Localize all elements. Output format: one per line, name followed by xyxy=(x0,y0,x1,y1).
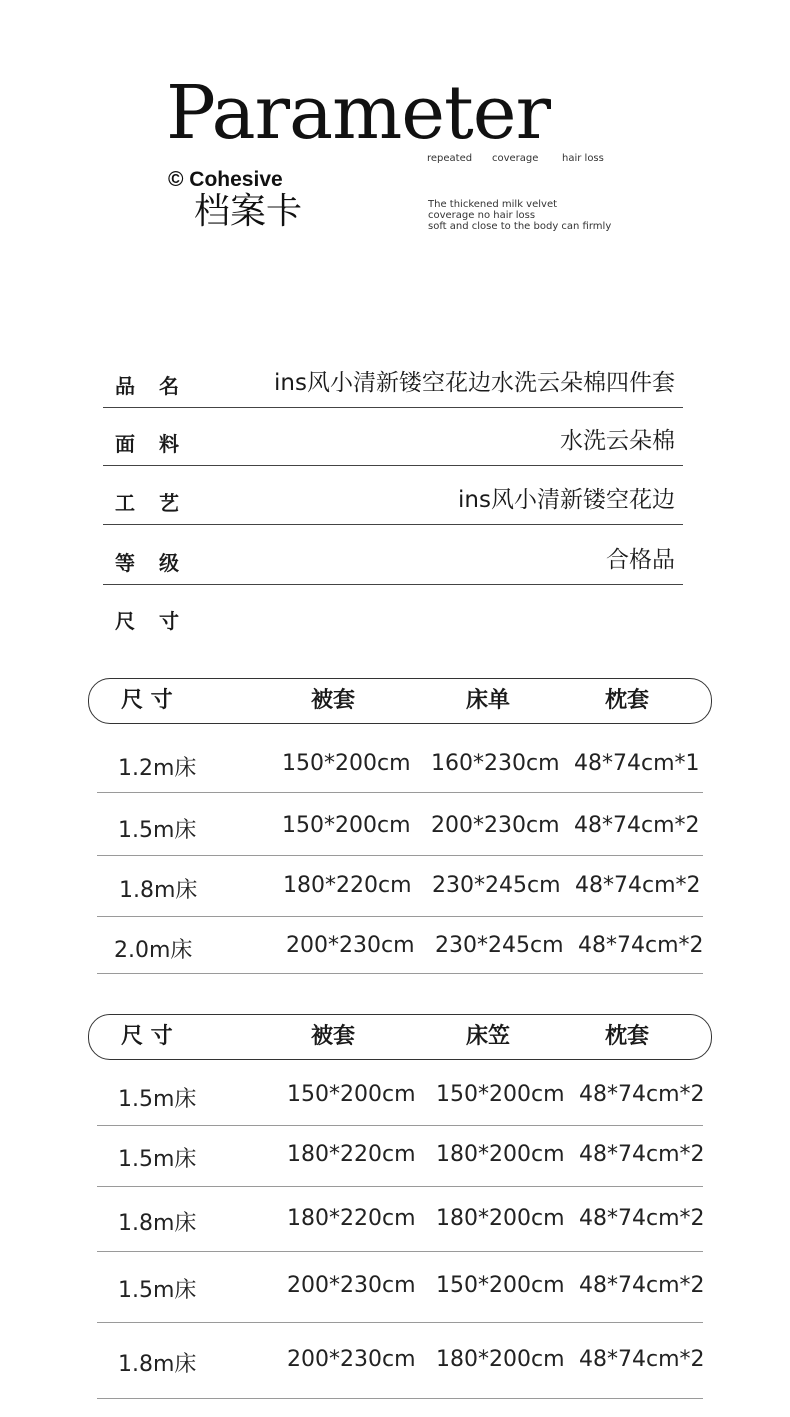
duvet-cell: 200*230cm xyxy=(287,1273,416,1298)
table1-header xyxy=(88,678,712,724)
duvet-cell: 180*220cm xyxy=(287,1206,416,1231)
header-size: 尺 寸 xyxy=(121,688,173,713)
pillow-cell: 48*74cm*2 xyxy=(579,1142,705,1167)
size-cell: 1.2m床 xyxy=(118,756,197,781)
description-block xyxy=(428,199,611,232)
sheet-cell: 160*230cm xyxy=(431,751,560,776)
tag-coverage: coverage xyxy=(492,153,539,164)
pillow-cell: 48*74cm*2 xyxy=(578,933,704,958)
param-label: 尺寸 xyxy=(115,609,203,633)
table2-header xyxy=(88,1014,712,1060)
tag-repeated: repeated xyxy=(427,153,473,164)
param-row-craft xyxy=(103,474,683,525)
fitted-cell: 150*200cm xyxy=(436,1082,565,1107)
duvet-cell: 150*200cm xyxy=(287,1082,416,1107)
brand-name: © Cohesive xyxy=(168,168,283,191)
param-row-grade xyxy=(103,534,683,585)
param-label: 面料 xyxy=(115,432,203,456)
header-duvet-cover: 被套 xyxy=(311,1024,356,1049)
table-row xyxy=(97,1187,703,1252)
archive-label: 档案卡 xyxy=(194,191,303,232)
pillow-cell: 48*74cm*2 xyxy=(575,873,701,898)
param-label: 工艺 xyxy=(115,491,203,515)
param-label: 品名 xyxy=(115,374,203,398)
param-row-fabric xyxy=(103,415,683,466)
param-value: ins风小清新镂空花边 xyxy=(458,487,675,513)
pillow-cell: 48*74cm*2 xyxy=(574,813,700,838)
table-row xyxy=(97,856,703,917)
param-label: 等级 xyxy=(115,551,203,575)
sheet-cell: 200*230cm xyxy=(431,813,560,838)
duvet-cell: 200*230cm xyxy=(286,933,415,958)
fitted-cell: 180*200cm xyxy=(436,1347,565,1372)
sheet-cell: 230*245cm xyxy=(435,933,564,958)
pillow-cell: 48*74cm*2 xyxy=(579,1206,705,1231)
param-value: ins风小清新镂空花边水洗云朵棉四件套 xyxy=(274,370,675,396)
description-line: The thickened milk velvet xyxy=(428,199,558,210)
duvet-cell: 180*220cm xyxy=(283,873,412,898)
fitted-cell: 150*200cm xyxy=(436,1273,565,1298)
duvet-cell: 180*220cm xyxy=(287,1142,416,1167)
table-row xyxy=(97,1126,703,1187)
size-cell: 1.8m床 xyxy=(118,1352,197,1377)
table-row xyxy=(97,793,703,856)
duvet-cell: 200*230cm xyxy=(287,1347,416,1372)
header-flat-sheet: 床单 xyxy=(466,688,511,713)
size-cell: 1.5m床 xyxy=(118,1087,197,1112)
pillow-cell: 48*74cm*2 xyxy=(579,1082,705,1107)
param-row-name xyxy=(103,357,683,408)
param-value: 水洗云朵棉 xyxy=(560,428,675,454)
pillow-cell: 48*74cm*2 xyxy=(579,1273,705,1298)
header-pillowcase: 枕套 xyxy=(605,688,650,713)
size-cell: 1.5m床 xyxy=(118,1278,197,1303)
duvet-cell: 150*200cm xyxy=(282,813,411,838)
description-line: coverage no hair loss xyxy=(428,210,536,221)
size-cell: 1.5m床 xyxy=(118,818,197,843)
sheet-cell: 230*245cm xyxy=(432,873,561,898)
param-row-size xyxy=(103,592,683,642)
duvet-cell: 150*200cm xyxy=(282,751,411,776)
param-value: 合格品 xyxy=(606,547,675,573)
table-row xyxy=(97,1064,703,1126)
size-cell: 1.8m床 xyxy=(119,878,198,903)
table-row xyxy=(97,731,703,793)
page-title: Parameter xyxy=(166,70,550,156)
table-row xyxy=(97,917,703,974)
tag-hair-loss: hair loss xyxy=(562,153,604,164)
pillow-cell: 48*74cm*2 xyxy=(579,1347,705,1372)
size-cell: 2.0m床 xyxy=(114,938,193,963)
header-fitted-sheet: 床笠 xyxy=(466,1024,511,1049)
pillow-cell: 48*74cm*1 xyxy=(574,751,700,776)
description-line: soft and close to the body can firmly xyxy=(428,221,612,232)
header-pillowcase: 枕套 xyxy=(605,1024,650,1049)
fitted-cell: 180*200cm xyxy=(436,1206,565,1231)
header-size: 尺 寸 xyxy=(121,1024,173,1049)
fitted-cell: 180*200cm xyxy=(436,1142,565,1167)
header-duvet-cover: 被套 xyxy=(311,688,356,713)
table-row xyxy=(97,1323,703,1399)
size-cell: 1.8m床 xyxy=(118,1211,197,1236)
table-row xyxy=(97,1252,703,1323)
size-cell: 1.5m床 xyxy=(118,1147,197,1172)
